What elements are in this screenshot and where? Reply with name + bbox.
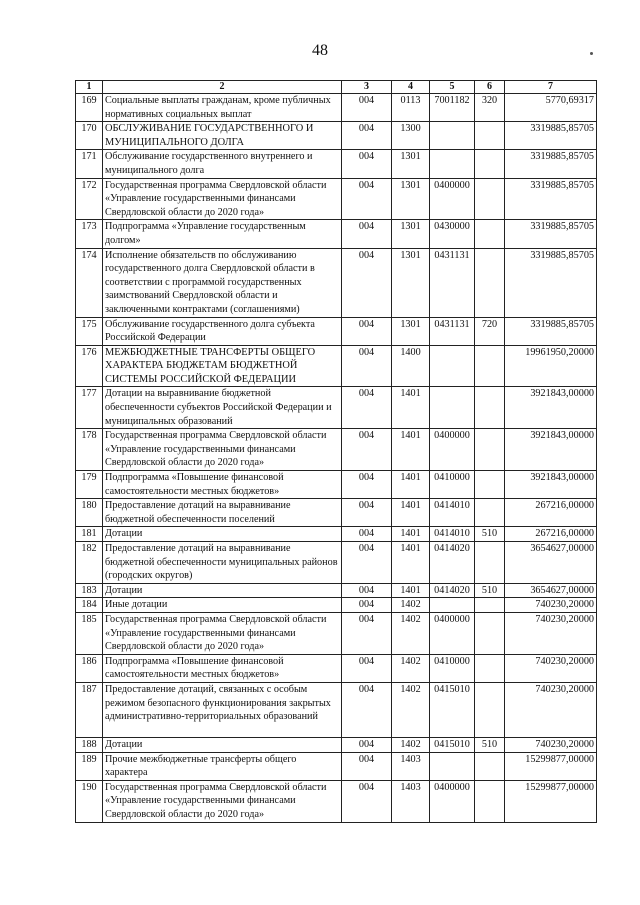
row-target-code: 0430000 (430, 220, 475, 248)
table-row (76, 220, 597, 248)
row-section-code: 1402 (392, 737, 430, 752)
row-expense-type-code (475, 150, 505, 178)
row-name: Прочие межбюджетные трансферты общего характера (103, 752, 342, 780)
row-name: Подпрограмма «Повышение финансовой самостоятельности местных бюджетов» (103, 471, 342, 499)
row-expense-type-code (475, 248, 505, 317)
header-col-2: 2 (103, 81, 342, 94)
row-expense-type-code (475, 387, 505, 429)
row-name: Обслуживание государственного долга субъекта Российской Федерации (103, 317, 342, 345)
row-target-code (430, 752, 475, 780)
table-row (76, 429, 597, 471)
table-row (76, 598, 597, 613)
table-row (76, 499, 597, 527)
row-target-code: 0414020 (430, 583, 475, 598)
row-name: Дотации (103, 583, 342, 598)
header-row (76, 81, 597, 94)
row-ministry-code: 004 (342, 317, 392, 345)
table-row (76, 527, 597, 542)
row-section-code: 1400 (392, 345, 430, 387)
row-expense-type-code (475, 542, 505, 584)
table-row (76, 150, 597, 178)
row-ministry-code: 004 (342, 178, 392, 220)
row-amount: 15299877,00000 (505, 752, 597, 780)
row-expense-type-code (475, 682, 505, 737)
row-ministry-code: 004 (342, 752, 392, 780)
header-col-5: 5 (430, 81, 475, 94)
row-ministry-code: 004 (342, 345, 392, 387)
row-ministry-code: 004 (342, 94, 392, 122)
row-target-code: 0400000 (430, 178, 475, 220)
row-number: 173 (76, 220, 103, 248)
row-ministry-code: 004 (342, 499, 392, 527)
row-target-code (430, 122, 475, 150)
row-target-code: 7001182 (430, 94, 475, 122)
row-amount: 740230,20000 (505, 682, 597, 737)
row-target-code (430, 387, 475, 429)
row-amount: 3319885,85705 (505, 220, 597, 248)
row-target-code: 0431131 (430, 317, 475, 345)
row-ministry-code: 004 (342, 220, 392, 248)
row-name: Исполнение обязательств по обслуживанию государственного долга Свердловской области в соответствии с программой государственных заимствований Свердловской области и заключенными контрактами (соглашениями) (103, 248, 342, 317)
row-target-code: 0400000 (430, 780, 475, 822)
row-section-code: 1401 (392, 387, 430, 429)
row-name: Социальные выплаты гражданам, кроме публичных нормативных социальных выплат (103, 94, 342, 122)
row-name: Государственная программа Свердловской области «Управление государственными финансами Свердловской области до 2020 года» (103, 178, 342, 220)
row-number: 189 (76, 752, 103, 780)
row-target-code: 0400000 (430, 429, 475, 471)
row-target-code: 0415010 (430, 682, 475, 737)
header-col-6: 6 (475, 81, 505, 94)
row-number: 174 (76, 248, 103, 317)
table-row (76, 471, 597, 499)
header-col-4: 4 (392, 81, 430, 94)
row-section-code: 1301 (392, 248, 430, 317)
table-row (76, 122, 597, 150)
row-number: 181 (76, 527, 103, 542)
row-section-code: 1301 (392, 178, 430, 220)
row-amount: 3319885,85705 (505, 317, 597, 345)
row-expense-type-code (475, 598, 505, 613)
row-expense-type-code (475, 780, 505, 822)
table-row (76, 387, 597, 429)
row-amount: 3319885,85705 (505, 248, 597, 317)
row-name: Предоставление дотаций на выравнивание бюджетной обеспеченности поселений (103, 499, 342, 527)
row-section-code: 1301 (392, 220, 430, 248)
row-number: 187 (76, 682, 103, 737)
row-expense-type-code (475, 122, 505, 150)
scan-speck (590, 52, 593, 55)
row-expense-type-code (475, 471, 505, 499)
row-name: Предоставление дотаций на выравнивание бюджетной обеспеченности муниципальных районов (городских округов) (103, 542, 342, 584)
row-ministry-code: 004 (342, 682, 392, 737)
row-name: Предоставление дотаций, связанных с особым режимом безопасного функционирования закрытых административно-территориальных образований (103, 682, 342, 737)
row-ministry-code: 004 (342, 598, 392, 613)
row-amount: 3319885,85705 (505, 178, 597, 220)
row-target-code: 0414020 (430, 542, 475, 584)
row-amount: 740230,20000 (505, 598, 597, 613)
page-number: 48 (312, 42, 328, 59)
row-target-code: 0415010 (430, 737, 475, 752)
row-expense-type-code (475, 429, 505, 471)
row-name: Подпрограмма «Повышение финансовой самостоятельности местных бюджетов» (103, 654, 342, 682)
row-amount: 3319885,85705 (505, 150, 597, 178)
header-col-1: 1 (76, 81, 103, 94)
row-amount: 3654627,00000 (505, 542, 597, 584)
row-number: 169 (76, 94, 103, 122)
row-section-code: 1401 (392, 471, 430, 499)
row-target-code: 0410000 (430, 654, 475, 682)
row-number: 180 (76, 499, 103, 527)
table-row (76, 737, 597, 752)
row-expense-type-code: 510 (475, 583, 505, 598)
row-ministry-code: 004 (342, 122, 392, 150)
row-section-code: 1401 (392, 527, 430, 542)
row-ministry-code: 004 (342, 527, 392, 542)
row-target-code: 0414010 (430, 527, 475, 542)
row-expense-type-code (475, 178, 505, 220)
row-section-code: 1300 (392, 122, 430, 150)
row-name: ОБСЛУЖИВАНИЕ ГОСУДАРСТВЕННОГО И МУНИЦИПАЛЬНОГО ДОЛГА (103, 122, 342, 150)
row-ministry-code: 004 (342, 654, 392, 682)
row-expense-type-code (475, 752, 505, 780)
row-ministry-code: 004 (342, 248, 392, 317)
row-number: 190 (76, 780, 103, 822)
row-name: Государственная программа Свердловской области «Управление государственными финансами Свердловской области до 2020 года» (103, 429, 342, 471)
row-section-code: 1402 (392, 654, 430, 682)
row-ministry-code: 004 (342, 387, 392, 429)
row-amount: 19961950,20000 (505, 345, 597, 387)
row-ministry-code: 004 (342, 471, 392, 499)
row-target-code (430, 345, 475, 387)
row-expense-type-code: 510 (475, 737, 505, 752)
row-ministry-code: 004 (342, 583, 392, 598)
row-ministry-code: 004 (342, 542, 392, 584)
row-name: Дотации на выравнивание бюджетной обеспеченности субъектов Российской Федерации и муниципальных образований (103, 387, 342, 429)
row-amount: 3921843,00000 (505, 429, 597, 471)
row-ministry-code: 004 (342, 612, 392, 654)
row-section-code: 1301 (392, 317, 430, 345)
row-section-code: 1401 (392, 499, 430, 527)
row-amount: 267216,00000 (505, 499, 597, 527)
row-amount: 267216,00000 (505, 527, 597, 542)
row-target-code (430, 598, 475, 613)
row-target-code: 0414010 (430, 499, 475, 527)
table-row (76, 248, 597, 317)
row-amount: 5770,69317 (505, 94, 597, 122)
row-section-code: 0113 (392, 94, 430, 122)
row-expense-type-code (475, 220, 505, 248)
row-ministry-code: 004 (342, 429, 392, 471)
table-row (76, 682, 597, 737)
row-name: Дотации (103, 527, 342, 542)
row-name: Государственная программа Свердловской области «Управление государственными финансами Свердловской области до 2020 года» (103, 612, 342, 654)
row-number: 188 (76, 737, 103, 752)
row-number: 170 (76, 122, 103, 150)
row-section-code: 1301 (392, 150, 430, 178)
table-row (76, 612, 597, 654)
row-amount: 740230,20000 (505, 654, 597, 682)
row-amount: 3921843,00000 (505, 471, 597, 499)
table-row (76, 317, 597, 345)
row-section-code: 1402 (392, 612, 430, 654)
row-expense-type-code (475, 612, 505, 654)
row-number: 172 (76, 178, 103, 220)
row-name: Дотации (103, 737, 342, 752)
row-section-code: 1403 (392, 752, 430, 780)
row-amount: 740230,20000 (505, 612, 597, 654)
row-expense-type-code (475, 345, 505, 387)
table-row (76, 94, 597, 122)
row-amount: 3654627,00000 (505, 583, 597, 598)
row-amount: 3319885,85705 (505, 122, 597, 150)
row-expense-type-code: 320 (475, 94, 505, 122)
row-target-code (430, 150, 475, 178)
row-section-code: 1402 (392, 682, 430, 737)
row-number: 178 (76, 429, 103, 471)
row-section-code: 1401 (392, 429, 430, 471)
table-row (76, 345, 597, 387)
table-row (76, 178, 597, 220)
row-ministry-code: 004 (342, 150, 392, 178)
row-expense-type-code: 720 (475, 317, 505, 345)
row-target-code: 0400000 (430, 612, 475, 654)
header-col-7: 7 (505, 81, 597, 94)
row-amount: 740230,20000 (505, 737, 597, 752)
row-name: Государственная программа Свердловской области «Управление государственными финансами Свердловской области до 2020 года» (103, 780, 342, 822)
row-number: 175 (76, 317, 103, 345)
table-body (76, 94, 597, 823)
row-expense-type-code: 510 (475, 527, 505, 542)
row-expense-type-code (475, 499, 505, 527)
table-row (76, 583, 597, 598)
header-col-3: 3 (342, 81, 392, 94)
row-name: МЕЖБЮДЖЕТНЫЕ ТРАНСФЕРТЫ ОБЩЕГО ХАРАКТЕРА БЮДЖЕТАМ БЮДЖЕТНОЙ СИСТЕМЫ РОССИЙСКОЙ ФЕДЕРАЦИИ (103, 345, 342, 387)
row-section-code: 1401 (392, 542, 430, 584)
table-row (76, 752, 597, 780)
row-number: 171 (76, 150, 103, 178)
row-number: 177 (76, 387, 103, 429)
row-number: 184 (76, 598, 103, 613)
row-name: Подпрограмма «Управление государственным долгом» (103, 220, 342, 248)
row-number: 186 (76, 654, 103, 682)
row-amount: 3921843,00000 (505, 387, 597, 429)
row-name: Обслуживание государственного внутреннего и муниципального долга (103, 150, 342, 178)
row-expense-type-code (475, 654, 505, 682)
row-number: 179 (76, 471, 103, 499)
table-row (76, 780, 597, 822)
row-section-code: 1401 (392, 583, 430, 598)
row-number: 182 (76, 542, 103, 584)
table-row (76, 542, 597, 584)
row-number: 183 (76, 583, 103, 598)
row-number: 185 (76, 612, 103, 654)
row-section-code: 1402 (392, 598, 430, 613)
table-row (76, 654, 597, 682)
budget-table (75, 80, 597, 823)
row-section-code: 1403 (392, 780, 430, 822)
row-number: 176 (76, 345, 103, 387)
row-target-code: 0410000 (430, 471, 475, 499)
row-ministry-code: 004 (342, 780, 392, 822)
row-name: Иные дотации (103, 598, 342, 613)
row-ministry-code: 004 (342, 737, 392, 752)
row-target-code: 0431131 (430, 248, 475, 317)
row-amount: 15299877,00000 (505, 780, 597, 822)
